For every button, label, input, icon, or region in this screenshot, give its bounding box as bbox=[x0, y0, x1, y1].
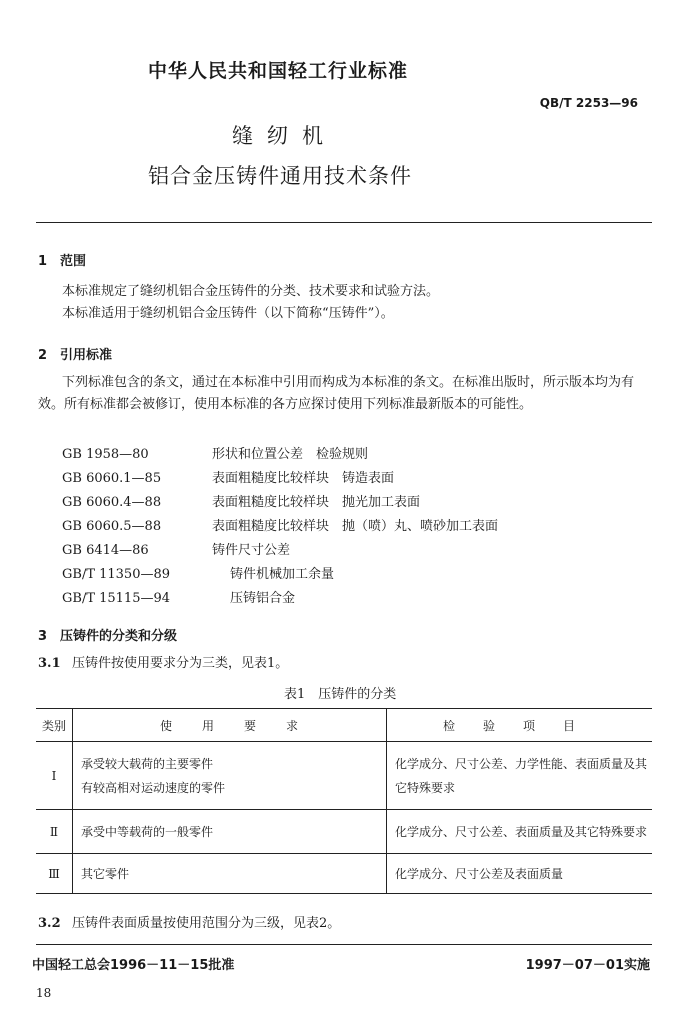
table-1-caption: 表1 压铸件的分类 bbox=[284, 687, 397, 702]
section-number: 1 bbox=[38, 254, 48, 269]
inspection-line: 化学成分、尺寸公差、力学性能、表面质量及其 bbox=[395, 756, 648, 771]
clause-3-2 bbox=[38, 913, 650, 935]
table-row bbox=[36, 810, 652, 854]
table-row bbox=[36, 854, 652, 894]
section-title: 压铸件的分类和分级 bbox=[60, 629, 178, 644]
reference-code: GB/T 11350—89 bbox=[62, 567, 171, 582]
header-class: 类别 bbox=[36, 709, 73, 742]
inspection-cell bbox=[387, 854, 653, 894]
reference-item bbox=[62, 491, 420, 510]
section-3-heading bbox=[38, 625, 177, 644]
use-line: 承受较大载荷的主要零件 bbox=[81, 756, 214, 771]
clause-3-1 bbox=[38, 653, 650, 675]
use-line: 承受中等载荷的一般零件 bbox=[81, 824, 214, 839]
reference-title: 形状和位置公差 检验规则 bbox=[212, 447, 369, 462]
issuing-organization: 中华人民共和国轻工行业标准 bbox=[148, 60, 409, 82]
inspection-line: 化学成分、尺寸公差及表面质量 bbox=[395, 866, 564, 881]
section-2-paragraph: 下列标准包含的条文，通过在本标准中引用而构成为本标准的条文。在标准出版时，所示版本均为有效。所有标准都会被修订，使用本标准的各方应探讨使用下列标准最新版本的可能性。 bbox=[38, 375, 635, 412]
reference-title: 铸件尺寸公差 bbox=[212, 543, 291, 558]
reference-title: 压铸铝合金 bbox=[230, 591, 296, 606]
section-number: 3 bbox=[38, 629, 48, 644]
effective-date: 1997－07－01实施 bbox=[525, 958, 650, 973]
reference-title: 表面粗糙度比较样块 抛光加工表面 bbox=[212, 495, 421, 510]
footer-divider bbox=[36, 944, 652, 945]
section-title: 范围 bbox=[60, 254, 87, 269]
reference-item bbox=[62, 587, 295, 606]
class-cell: Ⅰ bbox=[36, 742, 73, 810]
document-title-line1: 缝纫机 bbox=[232, 124, 337, 148]
use-requirement-cell bbox=[73, 810, 387, 854]
reference-code: GB/T 15115—94 bbox=[62, 591, 171, 606]
inspection-cell bbox=[387, 810, 653, 854]
use-requirement-cell bbox=[73, 854, 387, 894]
reference-code: GB 6060.4—88 bbox=[62, 495, 162, 510]
section-1-heading bbox=[38, 250, 86, 269]
reference-item bbox=[62, 539, 290, 558]
reference-code: GB 1958—80 bbox=[62, 447, 149, 462]
reference-item bbox=[62, 515, 498, 534]
page-number: 18 bbox=[36, 986, 52, 1000]
section-title: 引用标准 bbox=[60, 348, 113, 363]
reference-title: 表面粗糙度比较样块 铸造表面 bbox=[212, 471, 395, 486]
standard-number: QB/T 2253—96 bbox=[539, 96, 638, 110]
inspection-cell bbox=[387, 742, 653, 810]
inspection-line: 它特殊要求 bbox=[395, 780, 456, 795]
section-1-paragraph-1: 本标准规定了缝纫机铝合金压铸件的分类、技术要求和试验方法。 bbox=[62, 284, 440, 299]
class-cell: Ⅲ bbox=[36, 854, 73, 894]
reference-code: GB 6060.1—85 bbox=[62, 471, 162, 486]
section-2-heading bbox=[38, 344, 112, 363]
reference-code: GB 6060.5—88 bbox=[62, 519, 162, 534]
header-divider bbox=[36, 222, 652, 223]
document-title-line2: 铝合金压铸件通用技术条件 bbox=[148, 164, 412, 188]
section-number: 2 bbox=[38, 348, 48, 363]
reference-title: 表面粗糙度比较样块 抛（喷）丸、喷砂加工表面 bbox=[212, 519, 499, 534]
clause-number: 3.1 bbox=[38, 656, 61, 671]
class-cell: Ⅱ bbox=[36, 810, 73, 854]
reference-item bbox=[62, 563, 334, 582]
header-inspection-items: 检验项目 bbox=[387, 709, 653, 742]
section-1-paragraph-2: 本标准适用于缝纫机铝合金压铸件（以下简称“压铸件”）。 bbox=[62, 306, 394, 321]
table-header-row bbox=[36, 709, 652, 742]
table-row bbox=[36, 742, 652, 810]
reference-item bbox=[62, 467, 394, 486]
reference-code: GB 6414—86 bbox=[62, 543, 149, 558]
use-line: 其它零件 bbox=[81, 866, 130, 881]
inspection-line: 化学成分、尺寸公差、表面质量及其它特殊要求 bbox=[395, 824, 648, 839]
reference-title: 铸件机械加工余量 bbox=[230, 567, 335, 582]
clause-text: 压铸件表面质量按使用范围分为三级，见表2。 bbox=[72, 916, 341, 931]
use-line: 有较高相对运动速度的零件 bbox=[81, 780, 226, 795]
clause-text: 压铸件按使用要求分为三类，见表1。 bbox=[72, 656, 289, 671]
reference-item bbox=[62, 443, 368, 462]
clause-number: 3.2 bbox=[38, 916, 61, 931]
header-use-requirement: 使用要求 bbox=[73, 709, 387, 742]
use-requirement-cell bbox=[73, 742, 387, 810]
approval-date: 中国轻工总会1996－11－15批准 bbox=[32, 958, 235, 973]
classification-table bbox=[36, 708, 652, 894]
